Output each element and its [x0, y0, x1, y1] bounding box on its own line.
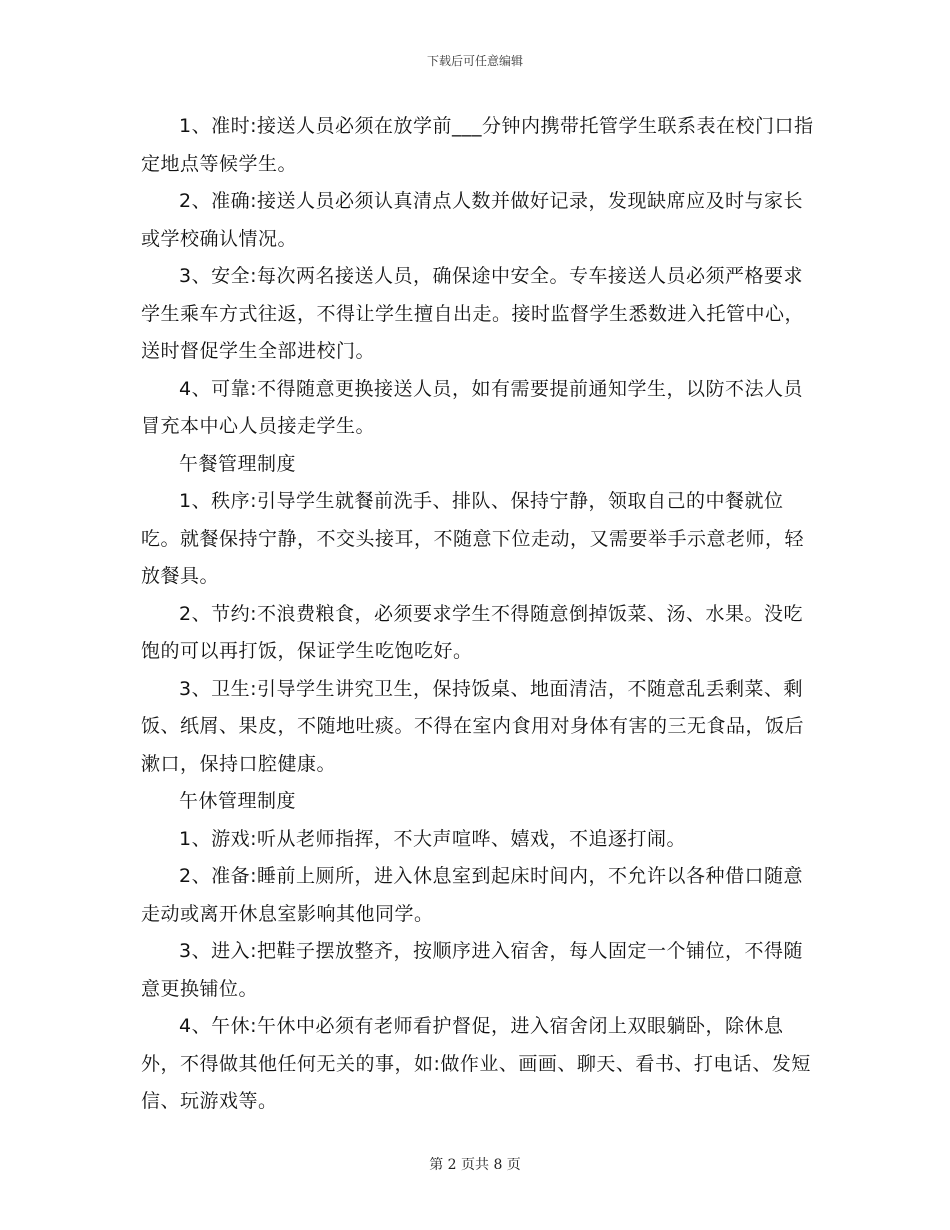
paragraph-nap-games: 1、游戏:听从老师指挥，不大声喧哗、嬉戏，不追逐打闹。 — [179, 827, 686, 850]
page-number-footer: 第 2 页共 8 页 — [429, 1157, 521, 1173]
page-header: 下载后可任意编辑 — [426, 54, 523, 68]
section-heading-lunch: 午餐管理制度 — [179, 452, 297, 475]
paragraph-pickup-reliable: 4、可靠:不得随意更换接送人员，如有需要提前通知学生，以防不法人员冒充本中心人员接走学生。 — [141, 377, 803, 437]
paragraph-nap-enter: 3、进入:把鞋子摆放整齐，按顺序进入宿舍，每人固定一个铺位，不得随意更换铺位。 — [141, 940, 803, 1000]
paragraph-nap-prepare: 2、准备:睡前上厕所，进入休息室到起床时间内，不允许以各种借口随意走动或离开休息室影响其他同学。 — [141, 865, 803, 925]
paragraph-lunch-order: 1、秩序:引导学生就餐前洗手、排队、保持宁静，领取自己的中餐就位吃。就餐保持宁静，不交头接耳，不随意下位走动，又需要举手示意老师，轻放餐具。 — [141, 490, 805, 587]
paragraph-nap-rest: 4、午休:午休中必须有老师看护督促，进入宿舍闭上双眼躺卧，除休息外，不得做其他任何无关的事，如:做作业、画画、聊天、看书、打电话、发短信、玩游戏等。 — [141, 1015, 811, 1112]
paragraph-pickup-accurate: 2、准确:接送人员必须认真清点人数并做好记录，发现缺席应及时与家长或学校确认情况。 — [141, 190, 803, 250]
document-body — [141, 108, 821, 1121]
paragraph-pickup-safety: 3、安全:每次两名接送人员，确保途中安全。专车接送人员必须严格要求学生乘车方式往返，不得让学生擅自出走。接时监督学生悉数进入托管中心，送时督促学生全部进校门。 — [141, 265, 805, 362]
paragraph-lunch-hygiene: 3、卫生:引导学生讲究卫生，保持饭桌、地面清洁，不随意乱丢剩菜、剩饭、纸屑、果皮，不随地吐痰。不得在室内食用对身体有害的三无食品，饭后漱口，保持口腔健康。 — [141, 677, 805, 775]
paragraph-lunch-thrift: 2、节约:不浪费粮食，必须要求学生不得随意倒掉饭菜、汤、水果。没吃饱的可以再打饭，保证学生吃饱吃好。 — [141, 602, 803, 662]
section-heading-nap: 午休管理制度 — [179, 790, 297, 812]
paragraph-pickup-punctual: 1、准时:接送人员必须在放学前___分钟内携带托管学生联系表在校门口指定地点等候学生。 — [141, 115, 814, 175]
